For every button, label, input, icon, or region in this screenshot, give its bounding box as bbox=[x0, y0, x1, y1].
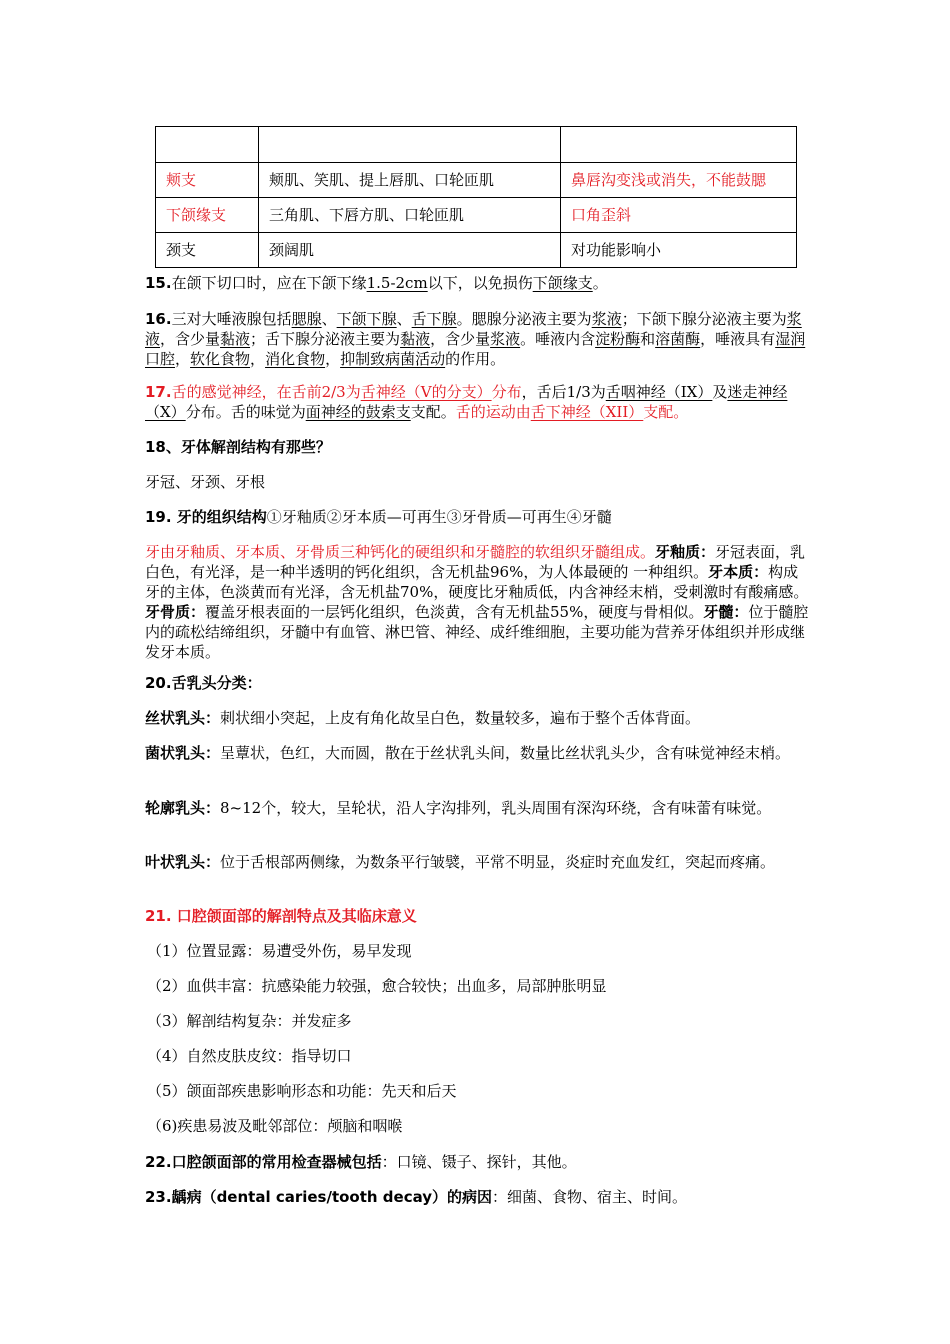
text-run: 16. bbox=[145, 310, 172, 328]
text-run: 牙骨质： bbox=[145, 603, 206, 621]
text-run: 22.口腔颌面部的常用检查器械包括 bbox=[145, 1153, 382, 1171]
text-run: 覆盖牙根表面的一层钙化组织，色淡黄，含有无机盐55%，硬度与骨相似。 bbox=[205, 603, 704, 621]
text-run: 分布 bbox=[491, 383, 522, 401]
feature-item: （1）位置显露：易遭受外伤，易早发现 bbox=[147, 942, 412, 960]
papilla-item bbox=[145, 852, 810, 872]
text-run: ， bbox=[250, 350, 266, 368]
text-run: ；舌下腺分泌液主要为 bbox=[250, 330, 401, 348]
text-run: 19. 牙的组织结构 bbox=[145, 508, 267, 526]
text-run: 构成牙的主体，色淡黄而有光泽，含无机盐70%，硬度比牙釉质低，内含神经末梢，受刺激时有酸痛感。 bbox=[145, 563, 809, 601]
text-run: 、 bbox=[321, 310, 337, 328]
text-run: 舌神经（V的分支） bbox=[360, 383, 492, 401]
text-run: 和 bbox=[640, 330, 656, 348]
text-run: 牙由牙釉质、牙本质、牙骨质三种钙化的硬组织和牙髓腔的软组织牙髓组成。 bbox=[145, 543, 656, 561]
papilla-item bbox=[145, 798, 810, 818]
text-run: 牙髓： bbox=[703, 603, 749, 621]
text-run: 1.5-2cm bbox=[366, 274, 428, 292]
text-run: ， bbox=[175, 350, 191, 368]
text-run: ：细菌、食物、宿主、时间。 bbox=[492, 1188, 688, 1206]
text-run: 淀粉酶 bbox=[595, 330, 641, 348]
muscles-cell: 颈阔肌 bbox=[259, 233, 561, 268]
text-run: 23.龋病（dental caries/tooth decay）的病因 bbox=[145, 1188, 493, 1206]
text-run: 舌咽神经（IX） bbox=[605, 383, 713, 401]
muscles-cell: 三角肌、下唇方肌、口轮匝肌 bbox=[259, 198, 561, 233]
text-run: 舌下腺 bbox=[411, 310, 457, 328]
text-run: 牙冠表面，乳白色，有光泽，是一种半透明的钙化组织，含无机盐96%，为人体最硬的 一种组织。 bbox=[145, 543, 806, 581]
text-run: 浆液 bbox=[145, 310, 802, 348]
question-19 bbox=[145, 507, 810, 527]
feature-item: （2）血供丰富：抗感染能力较强，愈合较快；出血多，局部肿胀明显 bbox=[147, 977, 607, 995]
question-15 bbox=[145, 273, 810, 293]
text-run: 叶状乳头： bbox=[145, 853, 221, 871]
text-run: 下颌下腺 bbox=[336, 310, 397, 328]
text-run: ；下颌下腺分泌液主要为 bbox=[621, 310, 787, 328]
text-run: 软化食物 bbox=[190, 350, 251, 368]
text-run: 的作用。 bbox=[445, 350, 506, 368]
papilla-item bbox=[145, 743, 810, 763]
text-run: 浆液 bbox=[591, 310, 622, 328]
text-run: 浆液 bbox=[490, 330, 521, 348]
text-run: 在颌下切口时，应在下颌下缘 bbox=[171, 274, 367, 292]
text-run: 以下，以免损伤 bbox=[427, 274, 533, 292]
table-row bbox=[156, 163, 797, 198]
text-run: 分布。舌的味觉为 bbox=[185, 403, 306, 421]
text-run: 轮廓乳头： bbox=[145, 799, 221, 817]
text-run: 三对大唾液腺包括 bbox=[171, 310, 292, 328]
facial-nerve-branch-table bbox=[155, 126, 797, 268]
text-run: ，舌后1/3为 bbox=[521, 383, 606, 401]
text-run: 溶菌酶 bbox=[655, 330, 701, 348]
branch-name-cell: 颈支 bbox=[156, 233, 259, 268]
feature-item: （4）自然皮肤皮纹：指导切口 bbox=[147, 1047, 352, 1065]
text-run: 舌下神经（XII） bbox=[530, 403, 644, 421]
text-run: 黏液 bbox=[400, 330, 431, 348]
muscles-cell: 颊肌、笑肌、提上唇肌、口轮匝肌 bbox=[259, 163, 561, 198]
feature-item: （5）颌面部疾患影响形态和功能：先天和后天 bbox=[147, 1082, 457, 1100]
feature-item: （6)疾患易波及毗邻部位：颅脑和咽喉 bbox=[147, 1117, 403, 1135]
table-row bbox=[156, 198, 797, 233]
text-run: 湿润口腔 bbox=[145, 330, 806, 368]
papilla-item bbox=[145, 708, 810, 728]
table-cell bbox=[561, 127, 797, 163]
text-run: 抑制致病菌活动 bbox=[340, 350, 446, 368]
table-row bbox=[156, 233, 797, 268]
text-run: ，唾液具有 bbox=[700, 330, 776, 348]
question-16 bbox=[145, 309, 810, 369]
text-run: 17. bbox=[145, 383, 172, 401]
effect-cell: 口角歪斜 bbox=[561, 198, 797, 233]
text-run: 舌的运动由 bbox=[455, 403, 531, 421]
effect-cell: 鼻唇沟变浅或消失，不能鼓腮 bbox=[561, 163, 797, 198]
text-run: ：口镜、镊子、探针，其他。 bbox=[381, 1153, 577, 1171]
feature-item: （3）解剖结构复杂：并发症多 bbox=[147, 1012, 352, 1030]
text-run: 下颌缘支 bbox=[532, 274, 593, 292]
text-run: 迷走神经（X） bbox=[145, 383, 788, 421]
branch-name-cell: 下颌缘支 bbox=[156, 198, 259, 233]
text-run: 。唾液内含 bbox=[520, 330, 596, 348]
text-run: 。 bbox=[592, 274, 608, 292]
question-20-title: 20.舌乳头分类： bbox=[145, 674, 262, 692]
text-run: 舌的感觉神经，在舌前2/3为 bbox=[171, 383, 361, 401]
text-run: 。腮腺分泌液主要为 bbox=[456, 310, 592, 328]
branch-name-cell: 颊支 bbox=[156, 163, 259, 198]
question-22 bbox=[145, 1152, 810, 1172]
tooth-tissue-paragraph bbox=[145, 542, 810, 662]
text-run: ，含少量 bbox=[430, 330, 491, 348]
text-run: 牙本质： bbox=[708, 563, 769, 581]
text-run: ， bbox=[325, 350, 341, 368]
text-run: 、 bbox=[396, 310, 412, 328]
text-run: 支配。 bbox=[643, 403, 689, 421]
text-run: 位于髓腔内的疏松结缔组织，牙髓中有血管、淋巴管、神经、成纤维细胞，主要功能为营养牙体组织并形成继发牙本质。 bbox=[145, 603, 809, 661]
text-run: 黏液 bbox=[220, 330, 251, 348]
text-run: 刺状细小突起，上皮有角化故呈白色，数量较多，遍布于整个舌体背面。 bbox=[220, 709, 701, 727]
text-run: 腮腺 bbox=[291, 310, 322, 328]
question-18-title: 18、牙体解剖结构有那些？ bbox=[145, 438, 331, 456]
question-23 bbox=[145, 1187, 810, 1207]
table-cell bbox=[156, 127, 259, 163]
effect-cell: 对功能影响小 bbox=[561, 233, 797, 268]
text-run: 15. bbox=[145, 274, 172, 292]
text-run: 呈蕈状，色红，大而圆，散在于丝状乳头间，数量比丝状乳头少，含有味觉神经末梢。 bbox=[220, 744, 791, 762]
text-run: ①牙釉质②牙本质—可再生③牙骨质—可再生④牙髓 bbox=[266, 508, 612, 526]
table-cell bbox=[259, 127, 561, 163]
text-run: 8~12个，较大，呈轮状，沿人字沟排列，乳头周围有深沟环绕，含有味蕾有味觉。 bbox=[220, 799, 772, 817]
text-run: 位于舌根部两侧缘，为数条平行皱襞，平常不明显，炎症时充血发红，突起而疼痛。 bbox=[220, 853, 776, 871]
text-run: 牙釉质： bbox=[655, 543, 716, 561]
question-18-answer: 牙冠、牙颈、牙根 bbox=[145, 473, 266, 491]
text-run: 丝状乳头： bbox=[145, 709, 221, 727]
text-run: 支配。 bbox=[410, 403, 456, 421]
question-17 bbox=[145, 382, 810, 422]
text-run: ，含少量 bbox=[160, 330, 221, 348]
text-run: 及 bbox=[712, 383, 728, 401]
text-run: 菌状乳头： bbox=[145, 744, 221, 762]
text-run: 面神经的鼓索支 bbox=[305, 403, 411, 421]
text-run: 消化食物 bbox=[265, 350, 326, 368]
table-row bbox=[156, 127, 797, 163]
question-21-title: 21. 口腔颌面部的解剖特点及其临床意义 bbox=[145, 907, 417, 925]
